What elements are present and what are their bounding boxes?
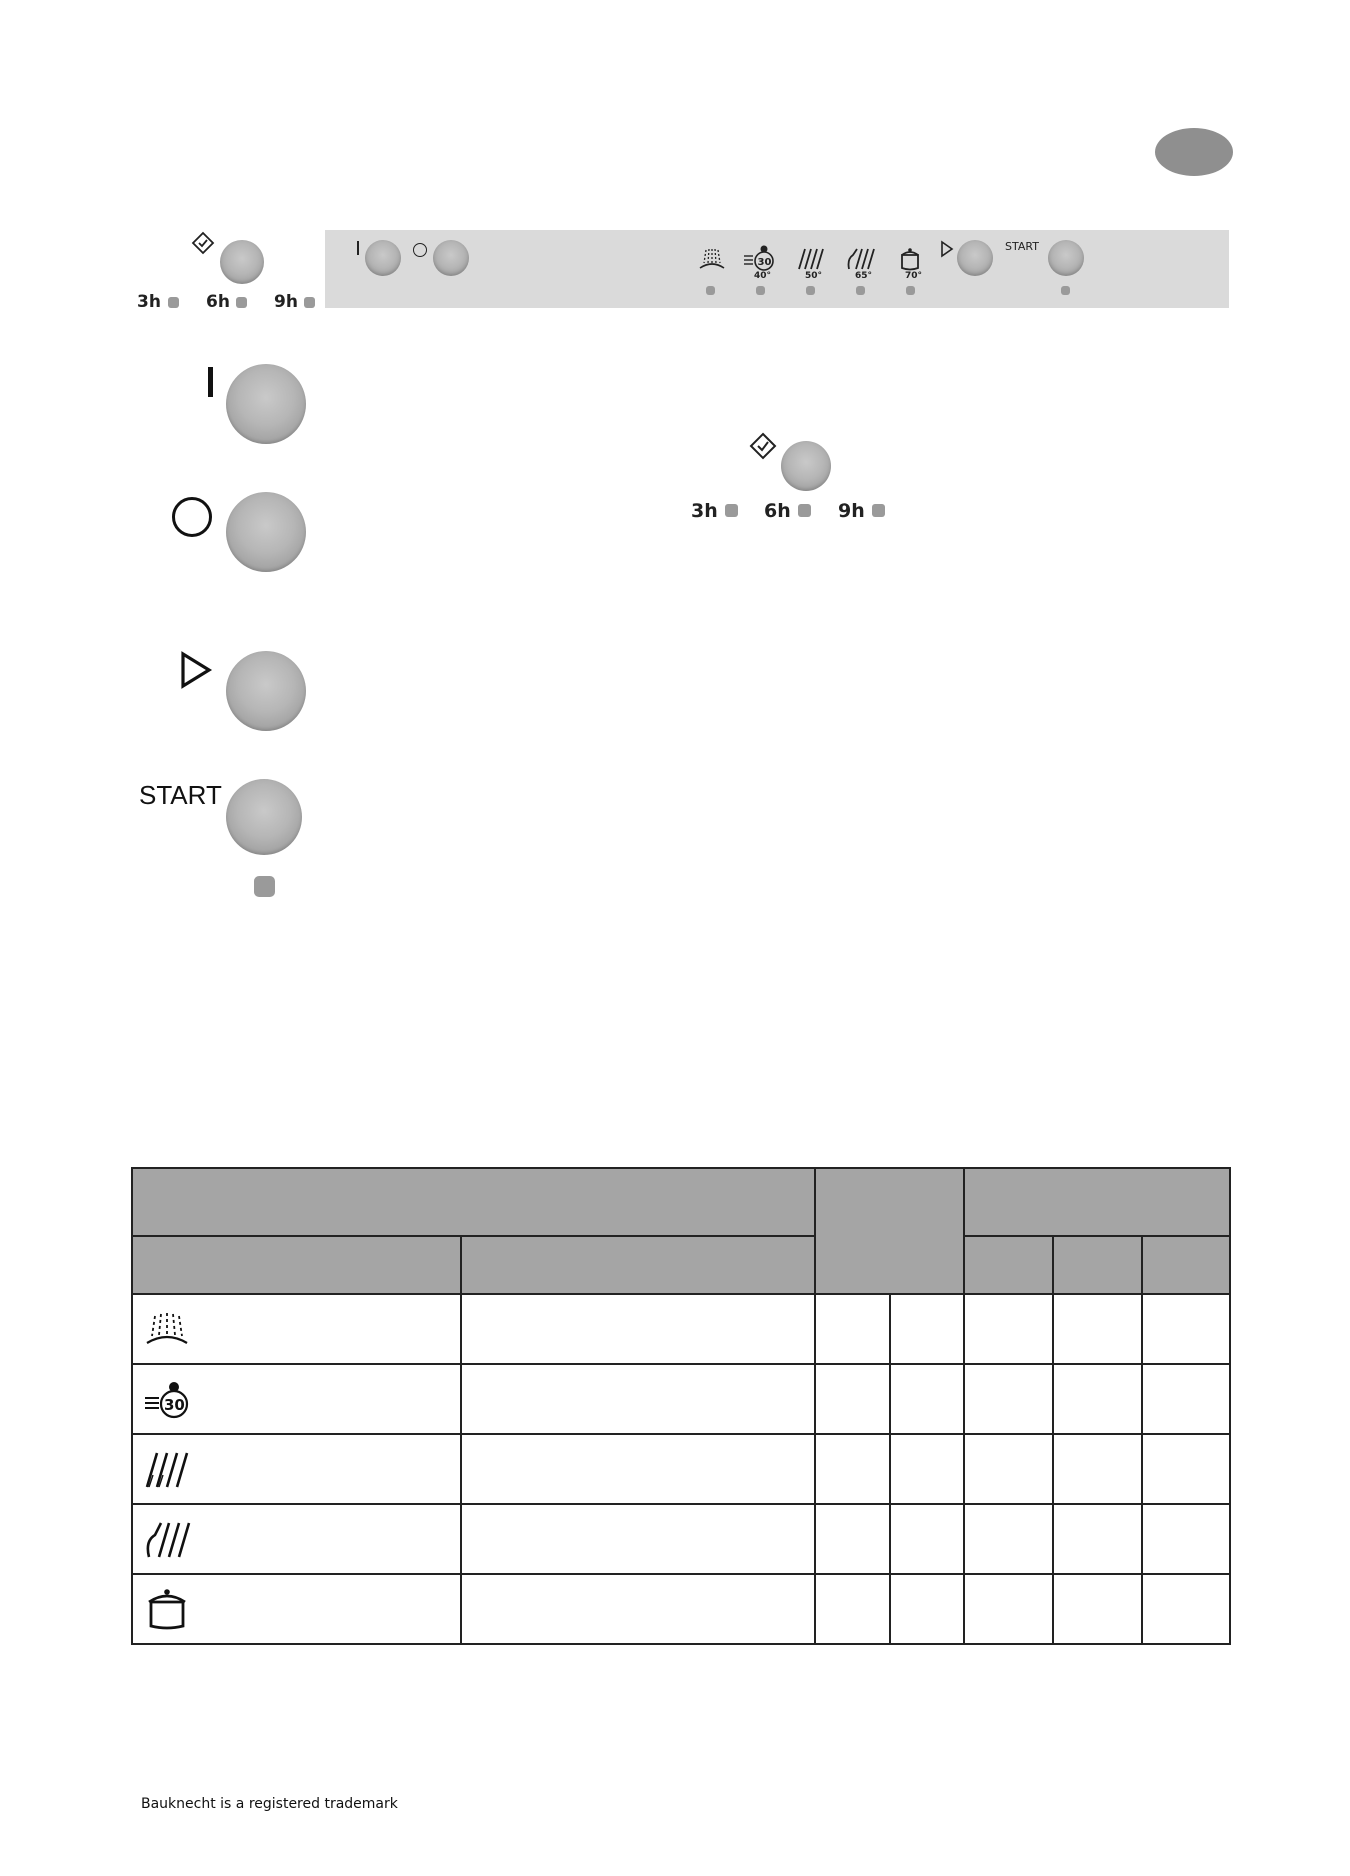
prewash-icon: [143, 1309, 191, 1349]
table-cell: [1142, 1574, 1230, 1644]
start-label: START: [139, 780, 222, 810]
intensive-pot-icon: [143, 1586, 191, 1632]
page-tab-badge: [1155, 128, 1233, 176]
table-cell: [890, 1504, 965, 1574]
program-select-button[interactable]: [226, 651, 306, 731]
table-cell: [132, 1434, 461, 1504]
on-symbol: [208, 367, 213, 397]
table-cell: [1053, 1434, 1142, 1504]
table-row: [132, 1504, 1230, 1574]
trademark-footer: Bauknecht is a registered trademark: [141, 1796, 398, 1812]
table-header-cell: [461, 1236, 815, 1294]
table-cell: [461, 1364, 815, 1434]
table-cell: [1053, 1294, 1142, 1364]
delay-button[interactable]: [220, 240, 264, 284]
delay-led-9h: [304, 297, 315, 308]
delay-led-6h: [236, 297, 247, 308]
panel-program-select-button[interactable]: [957, 240, 993, 276]
table-cell: [890, 1294, 965, 1364]
panel-start-led: [1061, 286, 1070, 295]
panel-temp-65: 65°: [855, 271, 873, 281]
panel-off-button[interactable]: [433, 240, 469, 276]
table-cell: [1142, 1294, 1230, 1364]
panel-rapid-30-icon: [742, 244, 778, 272]
panel-normal-icon: [845, 245, 877, 271]
delay-detail-led-6h: [798, 504, 811, 517]
table-cell: [890, 1574, 965, 1644]
table-cell: [132, 1294, 461, 1364]
table-cell: [132, 1574, 461, 1644]
panel-led-normal: [856, 286, 865, 295]
table-cell: [461, 1434, 815, 1504]
panel-led-prewash: [706, 286, 715, 295]
table-cell: [1142, 1364, 1230, 1434]
table-header-row-1: [132, 1168, 1230, 1236]
table-cell: [132, 1504, 461, 1574]
off-button[interactable]: [226, 492, 306, 572]
table-cell: [815, 1504, 890, 1574]
program-table: [131, 1167, 1231, 1645]
delay-label-3h: 3h: [137, 292, 161, 312]
table-header-row-2: [132, 1236, 1230, 1294]
table-cell: [1053, 1364, 1142, 1434]
delay-detail-3h: 3h: [691, 500, 718, 522]
table-row: [132, 1434, 1230, 1504]
table-header-cell: [964, 1168, 1230, 1236]
panel-temp-70: 70°: [905, 271, 923, 281]
table-cell: [964, 1434, 1053, 1504]
table-cell: [132, 1364, 461, 1434]
table-cell: [964, 1574, 1053, 1644]
on-button[interactable]: [226, 364, 306, 444]
table-cell: [890, 1364, 965, 1434]
panel-led-rapid: [756, 286, 765, 295]
panel-start-label: START: [1005, 240, 1039, 253]
program-select-icon: [179, 650, 213, 690]
table-cell: [461, 1504, 815, 1574]
table-header-cell: [132, 1236, 461, 1294]
panel-intensive-icon: [897, 246, 923, 272]
rapid-30-icon: [143, 1378, 195, 1420]
table-cell: [1142, 1504, 1230, 1574]
panel-start-button[interactable]: [1048, 240, 1084, 276]
delay-label-9h: 9h: [274, 292, 298, 312]
table-cell: [1142, 1434, 1230, 1504]
panel-on-button[interactable]: [365, 240, 401, 276]
table-cell: [815, 1574, 890, 1644]
table-cell: [461, 1294, 815, 1364]
normal-icon: [143, 1517, 197, 1561]
panel-led-intensive: [906, 286, 915, 295]
delay-detail-led-3h: [725, 504, 738, 517]
delay-detail-9h: 9h: [838, 500, 865, 522]
delay-detail-icon: [749, 432, 777, 460]
table-cell: [815, 1434, 890, 1504]
delay-icon: [191, 231, 215, 255]
table-cell: [461, 1574, 815, 1644]
table-header-cell: [964, 1236, 1053, 1294]
off-symbol: [172, 497, 212, 537]
table-cell: [890, 1434, 965, 1504]
eco-icon: [143, 1447, 195, 1491]
table-header-cell: [1142, 1236, 1230, 1294]
table-row: [132, 1294, 1230, 1364]
table-header-cell: [815, 1168, 964, 1294]
table-cell: [815, 1364, 890, 1434]
table-cell: [964, 1294, 1053, 1364]
table-row: [132, 1364, 1230, 1434]
panel-prewash-icon: [697, 246, 727, 272]
table-cell: [1053, 1504, 1142, 1574]
start-led: [254, 876, 275, 897]
delay-detail-6h: 6h: [764, 500, 791, 522]
table-cell: [964, 1504, 1053, 1574]
panel-off-mark: [413, 243, 427, 257]
delay-detail-button[interactable]: [781, 441, 831, 491]
delay-detail-led-9h: [872, 504, 885, 517]
table-cell: [1053, 1574, 1142, 1644]
start-button[interactable]: [226, 779, 302, 855]
panel-on-mark: [357, 241, 359, 255]
panel-eco-icon: [795, 245, 825, 271]
svg-text:30: 30: [164, 1396, 185, 1414]
delay-label-6h: 6h: [206, 292, 230, 312]
table-row: [132, 1574, 1230, 1644]
table-header-cell: [1053, 1236, 1142, 1294]
panel-temp-40: 40°: [754, 271, 772, 281]
svg-text:30: 30: [757, 257, 772, 268]
panel-temp-50: 50°: [805, 271, 823, 281]
table-cell: [964, 1364, 1053, 1434]
delay-led-3h: [168, 297, 179, 308]
table-header-cell: [132, 1168, 815, 1236]
panel-led-eco: [806, 286, 815, 295]
panel-program-select-icon: [940, 240, 954, 258]
table-cell: [815, 1294, 890, 1364]
